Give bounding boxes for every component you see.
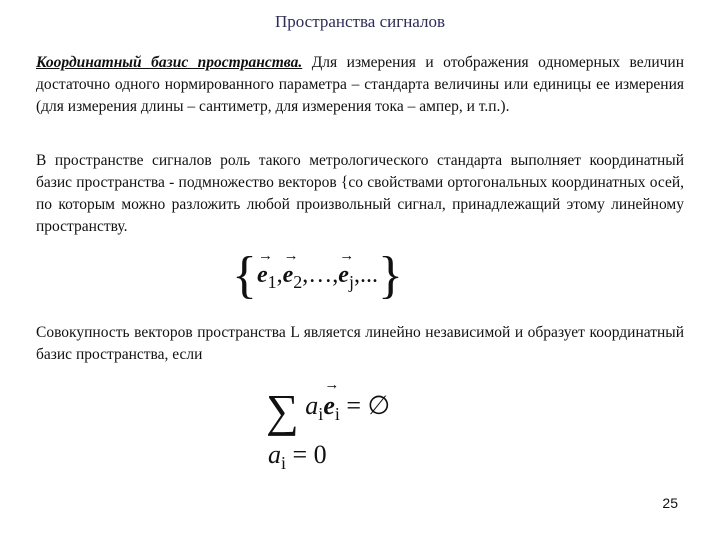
ellipsis: ,…,	[302, 262, 339, 288]
paragraph-basis-intro	[36, 52, 684, 118]
sigma-symbol: ∑	[266, 385, 299, 436]
zero-rhs: = 0	[286, 440, 327, 469]
open-brace: {	[232, 247, 257, 304]
paragraph-linear-independence: Совокупность векторов пространства L является линейно независимой и образует координатный базис пространства, если	[36, 324, 684, 363]
page-number: 25	[662, 495, 678, 511]
basis-set-formula	[232, 246, 403, 305]
coef-a-zero: a	[268, 440, 281, 469]
slide-title: Пространства сигналов	[274, 12, 446, 31]
subscript-i-zero: i	[281, 453, 287, 473]
subscript-i: i	[318, 404, 324, 424]
empty-set-rhs: = ∅	[339, 391, 391, 420]
zero-coefficients-formula	[268, 440, 327, 474]
vector-ej: → e	[338, 262, 349, 288]
paragraph-basis-intro-text: Для измерения и отображения одномерных величин достаточно одного нормированного параметра – стандарта величины или единицы ее измерения (для измерения длины – сантиметр, для измерения тока – ампер, и т.п.).	[36, 54, 684, 115]
subscript-1: 1	[267, 272, 277, 292]
paragraph-signal-space: В пространстве сигналов роль такого метрологического стандарта выполняет координатный базис пространства - подмножество векторов {со свойствами ортогональных координатных осей, по которым можно разложить любой произвольный сигнал, принадлежащий этому линейному пространству.	[36, 152, 684, 235]
comma-1: ,	[276, 262, 283, 288]
subscript-i-2: i	[334, 404, 340, 424]
vector-ei: → e	[323, 391, 335, 420]
subscript-j: j	[348, 272, 354, 292]
vector-e1: → e	[257, 262, 268, 288]
sum-formula	[266, 384, 390, 437]
close-brace: }	[377, 247, 403, 304]
coef-a: a	[305, 391, 319, 420]
vector-e2: → e	[283, 262, 294, 288]
term-coordinate-basis: Координатный базис пространства.	[36, 54, 303, 71]
tail-ellipsis: ,...	[353, 262, 378, 288]
subscript-2: 2	[293, 272, 303, 292]
